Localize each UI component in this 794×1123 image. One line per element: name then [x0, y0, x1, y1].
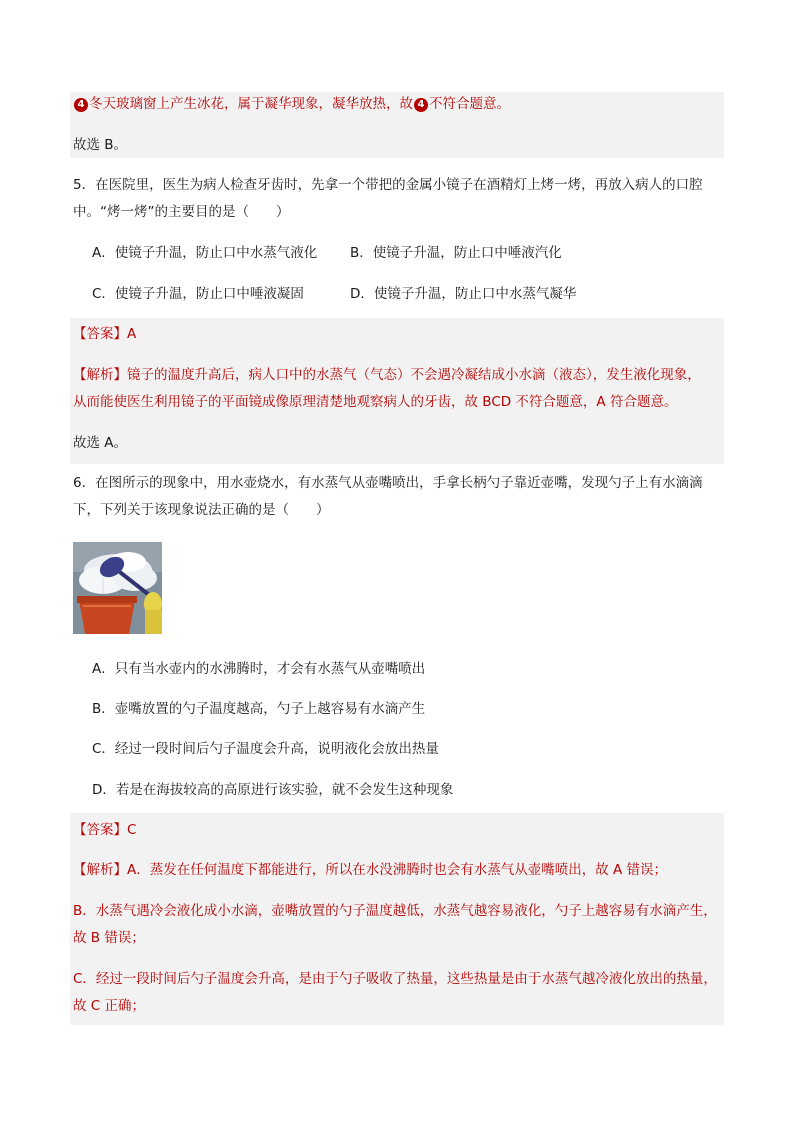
circled-number: 4 [74, 98, 88, 112]
q6-analysis-b-line1: B．水蒸气遇冷会液化成小水滴，壶嘴放置的勺子温度越低，水蒸气越容易液化，勺子上越容易有水滴产生， [73, 903, 717, 919]
shaded-analysis-block [70, 318, 724, 464]
q6-option-d: D．若是在海拔较高的高原进行该实验，就不会发生这种现象 [92, 782, 454, 798]
q5-option-a: A．使镜子升温，防止口中水蒸气液化 [92, 245, 318, 261]
answer-label: 【答案】 [73, 822, 127, 838]
q6-stem-line2: 下，下列关于该现象说法正确的是（ ） [73, 502, 330, 518]
kettle-spoon-figure [73, 542, 162, 634]
q6-option-a: A．只有当水壶内的水沸腾时，才会有水蒸气从壶嘴喷出 [92, 661, 426, 677]
prev-analysis-line: 4 冬天玻璃窗上产生冰花，属于凝华现象，凝华放热，故 4 不符合题意。 [73, 94, 510, 114]
q5-choose: 故选 A。 [73, 435, 128, 451]
q6-option-b: B．壶嘴放置的勺子温度越高，勺子上越容易有水滴产生 [92, 701, 426, 717]
q6-analysis-b-line2: 故 B 错误； [73, 930, 145, 946]
q5-option-c: C．使镜子升温，防止口中唾液凝固 [92, 286, 304, 302]
answer-value: A [127, 326, 137, 342]
prev-choose: 故选 B。 [73, 137, 128, 153]
q5-option-d: D．使镜子升温，防止口中水蒸气凝华 [350, 286, 577, 302]
q5-stem-line1: 5．在医院里，医生为病人检查牙齿时，先拿一个带把的金属小镜子在酒精灯上烤一烤，再放入病人的口腔 [73, 177, 703, 193]
q5-stem-line2: 中。“烤一烤”的主要目的是（ ） [73, 204, 290, 220]
q5-analysis-line1: 【解析】镜子的温度升高后，病人口中的水蒸气（气态）不会遇冷凝结成小水滴（液态），发生液化现象， [73, 367, 701, 383]
answer-value: C [127, 822, 137, 838]
q6-analysis-a: 【解析】A．蒸发在任何温度下都能进行，所以在水没沸腾时也会有水蒸气从壶嘴喷出，故 A 错误； [73, 862, 668, 878]
q5-option-b: B．使镜子升温，防止口中唾液汽化 [350, 245, 562, 261]
q5-analysis-line2: 从而能使医生利用镜子的平面镜成像原理清楚地观察病人的牙齿，故 BCD 不符合题意，A 符合题意。 [73, 394, 678, 410]
answer-label: 【答案】 [73, 326, 127, 342]
q6-analysis-c-line1: C．经过一段时间后勺子温度会升高，是由于勺子吸收了热量，这些热量是由于水蒸气越冷液化放出的热量， [73, 971, 717, 987]
analysis-label: 【解析】 [73, 367, 127, 383]
q6-analysis-c-line2: 故 C 正确； [73, 998, 146, 1014]
analysis-label: 【解析】 [73, 862, 127, 878]
q6-option-c: C．经过一段时间后勺子温度会升高，说明液化会放出热量 [92, 741, 439, 757]
q5-answer [73, 324, 136, 344]
q6-stem-line1: 6．在图所示的现象中，用水壶烧水，有水蒸气从壶嘴喷出，手拿长柄勺子靠近壶嘴，发现勺子上有水滴滴 [73, 475, 703, 491]
circled-number: 4 [414, 98, 428, 112]
q6-answer [73, 820, 136, 840]
